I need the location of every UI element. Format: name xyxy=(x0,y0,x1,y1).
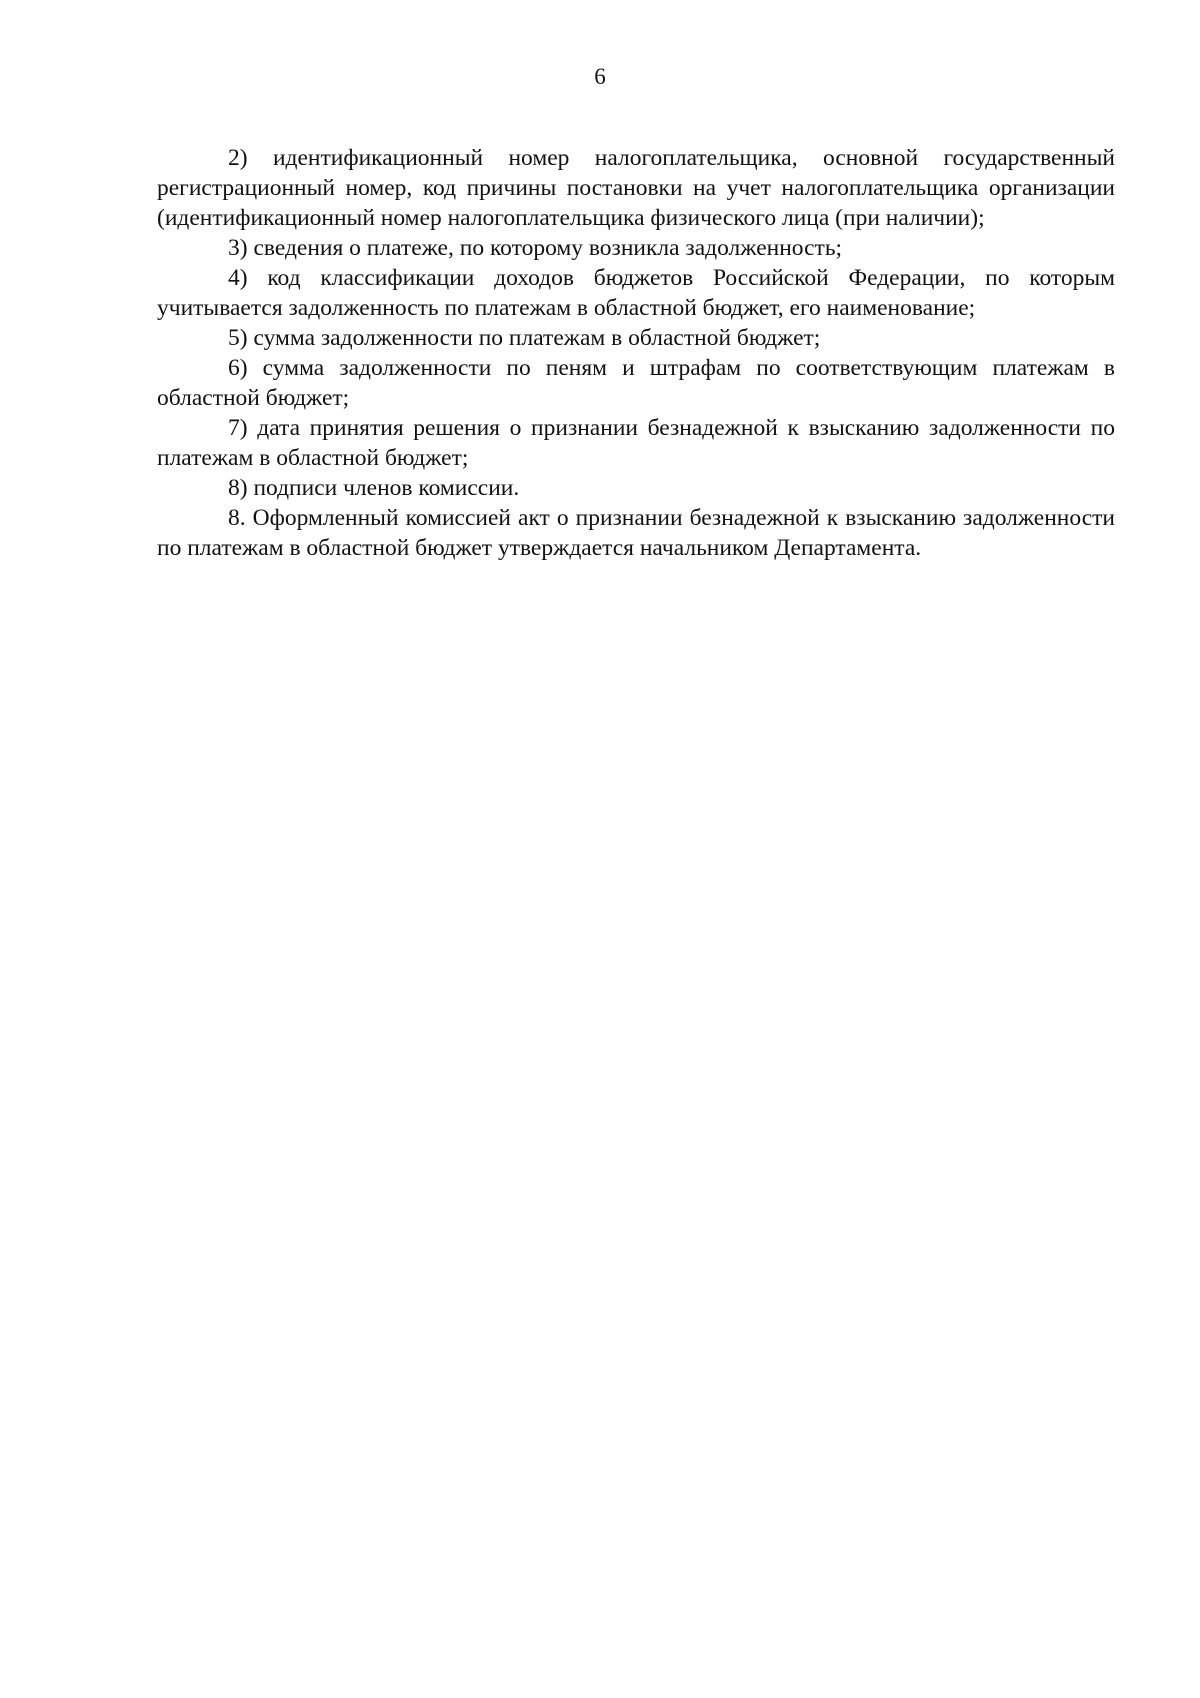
page-number: 6 xyxy=(594,64,606,89)
paragraph-section-8: 8. Оформленный комиссией акт о признании безнадежной к взысканию задолженности по платежам в областной бюджет утверждается начальником Департамента. xyxy=(157,505,1115,561)
paragraph-item-8: 8) подписи членов комиссии. xyxy=(228,475,520,501)
document-body xyxy=(157,143,1115,563)
paragraph-item-2: 2) идентификационный номер налогоплательщика, основной государственный регистрационный номер, код причины постановки на учет налогоплательщика организации (идентификационный номер налогоплательщика физического лица (при наличии); xyxy=(157,145,1115,231)
paragraph-item-6: 6) сумма задолженности по пеням и штрафам по соответствующим платежам в областной бюджет; xyxy=(157,355,1115,411)
paragraph-item-5: 5) сумма задолженности по платежам в областной бюджет; xyxy=(228,325,821,351)
paragraph-item-4: 4) код классификации доходов бюджетов Российской Федерации, по которым учитывается задолженность по платежам в областной бюджет, его наименование; xyxy=(157,265,1115,321)
paragraph-item-3: 3) сведения о платеже, по которому возникла задолженность; xyxy=(228,235,843,261)
paragraph-item-7: 7) дата принятия решения о признании безнадежной к взысканию задолженности по платежам в областной бюджет; xyxy=(157,415,1115,471)
